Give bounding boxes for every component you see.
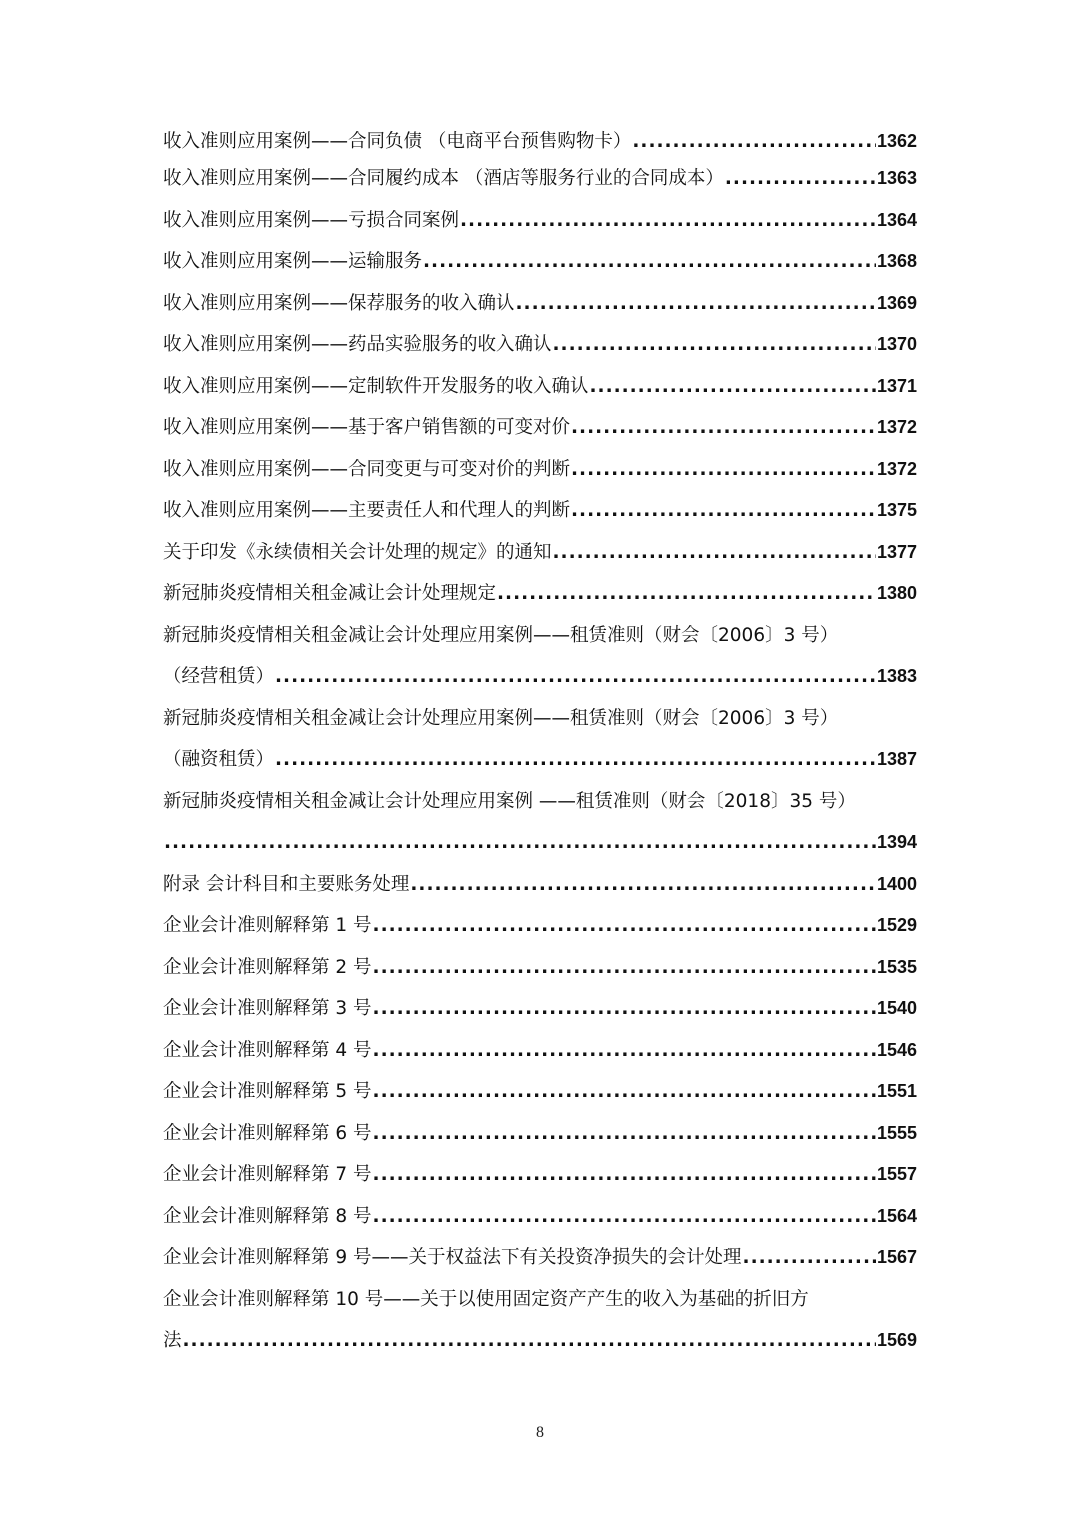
toc-page-number: 1387 <box>876 749 917 769</box>
toc-entry[interactable] <box>163 1237 917 1279</box>
toc-entry-title: 企业会计准则解释第 10 号——关于以使用固定资产产生的收入为基础的折旧方 <box>163 1288 809 1310</box>
toc-page-number: 1369 <box>876 292 917 313</box>
toc-entry-title: 收入准则应用案例——亏损合同案例 <box>163 209 460 231</box>
toc-entry[interactable] <box>163 1279 917 1362</box>
toc-page-number: 1400 <box>876 873 917 894</box>
toc-leader-dots <box>275 656 876 698</box>
toc-page-number: 1567 <box>876 1247 917 1267</box>
toc-entry[interactable] <box>163 200 917 242</box>
toc-page-number: 1375 <box>876 500 917 520</box>
toc-entry-title: 新冠肺炎疫情相关租金减让会计处理应用案例 ——租赁准则（财会〔2018〕35 号） <box>163 790 856 812</box>
toc-entry[interactable] <box>163 947 917 989</box>
toc-entry-line <box>163 407 917 449</box>
toc-page-number: 1394 <box>876 832 917 852</box>
toc-entry-line <box>163 200 917 242</box>
toc-entry[interactable] <box>163 781 917 864</box>
toc-entry-line <box>163 1279 917 1321</box>
toc-entry[interactable] <box>163 490 917 532</box>
toc-page-number: 1546 <box>876 1039 917 1060</box>
toc-entry[interactable] <box>163 905 917 947</box>
toc-entry[interactable] <box>163 283 917 325</box>
toc-entry[interactable] <box>163 241 917 283</box>
toc-entry-line <box>163 241 917 283</box>
toc-leader-dots <box>743 1237 876 1279</box>
toc-leader-dots <box>373 1071 876 1113</box>
page-number: 8 <box>536 1424 544 1441</box>
toc-leader-dots <box>373 988 876 1030</box>
toc-entry-line <box>163 905 917 947</box>
toc-page-number: 1383 <box>876 666 917 686</box>
toc-entry-line <box>163 698 917 740</box>
toc-page-number: 1372 <box>876 458 917 479</box>
toc-entry-title: 收入准则应用案例——运输服务 <box>163 251 423 272</box>
toc-entry-title: 关于印发《永续债相关会计处理的规定》的通知 <box>163 541 552 563</box>
toc-page-number: 1363 <box>876 168 917 188</box>
toc-entry-continuation <box>163 822 917 864</box>
toc-entry-title: 收入准则应用案例——基于客户销售额的可变对价 <box>163 417 571 438</box>
toc-leader-dots <box>725 158 876 200</box>
toc-entry-line <box>163 1071 917 1113</box>
toc-entry[interactable] <box>163 1154 917 1196</box>
toc-leader-dots <box>373 1154 876 1196</box>
toc-page-number: 1564 <box>876 1205 917 1226</box>
toc-leader-dots <box>497 573 876 615</box>
toc-leader-dots <box>553 532 876 574</box>
toc-page-number: 1555 <box>876 1122 917 1143</box>
toc-entry-line <box>163 449 917 491</box>
toc-leader-dots <box>571 407 876 449</box>
toc-entry-continuation <box>163 739 917 781</box>
toc-page-number: 1362 <box>876 131 917 151</box>
toc-entry-continuation <box>163 656 917 698</box>
toc-entry-title: 企业会计准则解释第 5 号 <box>163 1081 372 1102</box>
toc-entry-title: 企业会计准则解释第 8 号 <box>163 1205 372 1227</box>
toc-leader-dots <box>460 200 876 242</box>
toc-entry-line <box>163 781 917 823</box>
toc-entry-line <box>163 615 917 657</box>
toc-entry-title: 新冠肺炎疫情相关租金减让会计处理应用案例——租赁准则（财会〔2006〕3 号） <box>163 707 839 729</box>
toc-entry-title: 收入准则应用案例——保荐服务的收入确认 <box>163 292 515 314</box>
toc-entry[interactable] <box>163 1113 917 1155</box>
toc-entry-line <box>163 283 917 325</box>
toc-entry[interactable] <box>163 698 917 781</box>
toc-page-number: 1557 <box>876 1164 917 1184</box>
toc-entry-title: 企业会计准则解释第 7 号 <box>163 1164 372 1185</box>
toc-entry-title: 收入准则应用案例——合同负债 （电商平台预售购物卡） <box>163 131 632 152</box>
toc-entry-line <box>163 1237 917 1279</box>
toc-entry-line <box>163 324 917 366</box>
toc-page-number: 1529 <box>876 915 917 935</box>
toc-entry-title: 收入准则应用案例——主要责任人和代理人的判断 <box>163 500 571 521</box>
toc-leader-dots <box>373 947 876 989</box>
toc-page-number: 1377 <box>876 541 917 562</box>
toc-leader-dots <box>516 283 876 325</box>
toc-entry[interactable] <box>163 573 917 615</box>
toc-page-number: 1371 <box>876 375 917 396</box>
toc-leader-dots <box>373 1113 876 1155</box>
toc-entry-line <box>163 1196 917 1238</box>
toc-entry-line <box>163 490 917 532</box>
toc-entry[interactable] <box>163 125 917 158</box>
toc-leader-dots <box>571 490 876 532</box>
toc-entry-title: 收入准则应用案例——药品实验服务的收入确认 <box>163 334 552 355</box>
toc-entry[interactable] <box>163 988 917 1030</box>
toc-entry-line <box>163 988 917 1030</box>
table-of-contents <box>163 125 917 1362</box>
toc-entry-title: 新冠肺炎疫情相关租金减让会计处理应用案例——租赁准则（财会〔2006〕3 号） <box>163 624 839 646</box>
toc-entry-title: 法 <box>163 1330 182 1351</box>
toc-entry-title: 企业会计准则解释第 6 号 <box>163 1122 372 1144</box>
toc-page-number: 1372 <box>876 417 917 437</box>
toc-entry-title: 企业会计准则解释第 1 号 <box>163 915 372 936</box>
toc-entry-line <box>163 864 917 906</box>
toc-entry-title: 企业会计准则解释第 9 号——关于权益法下有关投资净损失的会计处理 <box>163 1247 742 1268</box>
toc-entry-line <box>163 1154 917 1196</box>
toc-entry[interactable] <box>163 158 917 200</box>
toc-entry-title: 企业会计准则解释第 4 号 <box>163 1039 372 1061</box>
toc-leader-dots <box>553 324 876 366</box>
toc-entry[interactable] <box>163 1196 917 1238</box>
toc-entry-line <box>163 947 917 989</box>
toc-entry-line <box>163 125 917 158</box>
toc-entry[interactable] <box>163 407 917 449</box>
toc-entry-title: 收入准则应用案例——定制软件开发服务的收入确认 <box>163 375 589 397</box>
toc-entry-continuation <box>163 1320 917 1362</box>
toc-page-number: 1551 <box>876 1081 917 1101</box>
toc-entry-line <box>163 1113 917 1155</box>
toc-leader-dots <box>373 1196 876 1238</box>
toc-entry-title: 企业会计准则解释第 2 号 <box>163 956 372 978</box>
toc-leader-dots <box>571 449 876 491</box>
toc-entry-line <box>163 366 917 408</box>
toc-leader-dots <box>373 1030 876 1072</box>
toc-entry-line <box>163 573 917 615</box>
toc-leader-dots <box>410 864 876 906</box>
toc-page-number: 1380 <box>876 583 917 603</box>
toc-entry-title: （融资租赁） <box>163 749 275 770</box>
toc-page-number: 1535 <box>876 956 917 977</box>
toc-page-number: 1364 <box>876 209 917 230</box>
toc-leader-dots <box>632 125 876 158</box>
toc-page-number: 1569 <box>876 1330 917 1350</box>
toc-entry[interactable] <box>163 449 917 491</box>
toc-leader-dots <box>590 366 876 408</box>
toc-leader-dots <box>183 1320 876 1362</box>
toc-leader-dots <box>164 822 876 864</box>
toc-entry-line <box>163 1030 917 1072</box>
toc-entry[interactable] <box>163 324 917 366</box>
toc-entry-title: 企业会计准则解释第 3 号 <box>163 998 372 1019</box>
toc-entry-line <box>163 158 917 200</box>
toc-entry[interactable] <box>163 615 917 698</box>
toc-page-number: 1368 <box>876 251 917 271</box>
toc-entry-title: 收入准则应用案例——合同变更与可变对价的判断 <box>163 458 571 480</box>
toc-leader-dots <box>275 739 876 781</box>
toc-entry[interactable] <box>163 864 917 906</box>
toc-leader-dots <box>423 241 876 283</box>
toc-page-number: 1370 <box>876 334 917 354</box>
toc-entry[interactable] <box>163 1071 917 1113</box>
toc-entry-title: （经营租赁） <box>163 666 275 687</box>
toc-page-number: 1540 <box>876 998 917 1018</box>
toc-entry-title: 收入准则应用案例——合同履约成本 （酒店等服务行业的合同成本） <box>163 168 724 189</box>
toc-leader-dots <box>373 905 876 947</box>
toc-entry-title: 附录 会计科目和主要账务处理 <box>163 873 410 895</box>
toc-entry[interactable] <box>163 532 917 574</box>
toc-entry[interactable] <box>163 366 917 408</box>
toc-entry[interactable] <box>163 1030 917 1072</box>
toc-entry-line <box>163 532 917 574</box>
toc-entry-title: 新冠肺炎疫情相关租金减让会计处理规定 <box>163 583 497 604</box>
